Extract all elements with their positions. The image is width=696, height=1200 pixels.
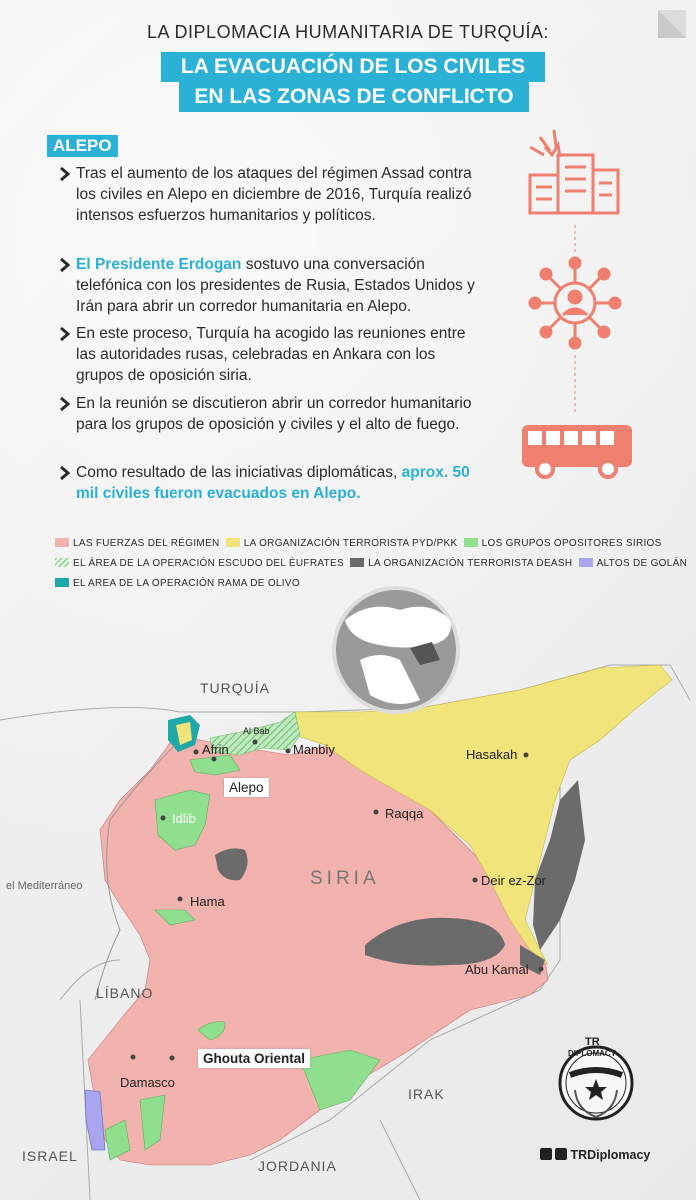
legend-label-opposition: LOS GRUPOS OPOSITORES SIRIOS <box>481 538 662 549</box>
city-idlib: Idlib <box>172 811 196 826</box>
label-siria: SIRIA <box>310 868 380 889</box>
label-libano: LÍBANO <box>96 985 154 1001</box>
network-person-icon <box>530 258 620 348</box>
bus-icon <box>522 425 632 477</box>
bullet-5 <box>58 462 478 504</box>
city-al-bab: Al Bab <box>243 726 270 736</box>
social-handle[interactable] <box>540 1148 650 1162</box>
bullet-3 <box>58 323 478 386</box>
logo-text-top: TR <box>585 1036 600 1048</box>
building-attack-icon <box>530 130 618 213</box>
bullet-2-text: sostuvo una conversación telefónica con los presidentes de Rusia, Estados Unidos y Irán para abrir un corredor humanitaria en Alepo. <box>76 256 475 315</box>
label-mediterraneo: el Mediterráneo <box>6 880 83 892</box>
city-hasakah: Hasakah <box>466 747 518 762</box>
city-abu-kamal: Abu Kamal <box>465 962 529 977</box>
label-jordania: JORDANIA <box>258 1158 337 1174</box>
city-afrin: Afrin <box>202 742 229 757</box>
legend-label-golan: ALTOS DE GOLÁN <box>596 558 688 569</box>
legend-label-euphrates: EL ÁREA DE LA OPERACIÓN ESCUDO DEL ÉUFRATES <box>73 558 344 569</box>
legend-label-pyd: LA ORGANIZACIÓN TERRORISTA PYD/PKK <box>243 538 458 549</box>
city-ghouta-oriental: Ghouta Oriental <box>198 1049 310 1068</box>
header-subtitle: LA DIPLOMACIA HUMANITARIA DE TURQUÍA: <box>147 22 549 42</box>
section-badge-alepo: ALEPO <box>47 135 118 157</box>
bullet-2 <box>58 254 478 317</box>
chevron-right-icon <box>58 257 72 273</box>
bullet-5-highlight: aprox. 50 mil civiles fueron evacuados en Alepo. <box>76 464 470 502</box>
header-title-line1: LA EVACUACIÓN DE LOS CIVILES <box>161 52 545 82</box>
social-handle-text: TRDiplomacy <box>570 1148 651 1162</box>
bullet-3-text: En este proceso, Turquía ha acogido las reuniones entre las autoridades rusas, celebradas en Ankara con los grupos de oposición siria. <box>76 325 466 384</box>
chevron-right-icon <box>58 166 72 182</box>
header-title-line2: EN LAS ZONAS DE CONFLICTO <box>179 82 529 112</box>
bullet-1-text: Tras el aumento de los ataques del régimen Assad contra los civiles en Alepo en diciembre de 2016, Turquía realizó intensos esfuerzos humanitarios y políticos. <box>76 165 472 224</box>
bullet-4-text: En la reunión se discutieron abrir un corredor humanitario para los grupos de oposición y civiles y el alto de fuego. <box>76 395 472 433</box>
bullet-5-text: Como resultado de las iniciativas diplomáticas, <box>76 464 402 481</box>
legend-label-regime: LAS FUERZAS DEL RÉGIMEN <box>73 538 220 549</box>
logo-text-bottom: DIPLOMACY <box>568 1049 616 1058</box>
city-hama: Hama <box>190 894 225 909</box>
legend-label-deash: LA ORGANIZACIÓN TERRORISTA DEASH <box>368 558 573 569</box>
facebook-icon <box>555 1148 567 1160</box>
city-raqqa: Raqqa <box>385 806 424 821</box>
twitter-icon <box>540 1148 552 1160</box>
chevron-right-icon <box>58 396 72 412</box>
chevron-right-icon <box>58 326 72 342</box>
label-irak: IRAK <box>408 1086 445 1102</box>
bullet-1 <box>58 163 478 226</box>
globe-inset <box>334 588 458 712</box>
bullet-2-highlight: El Presidente Erdogan <box>76 256 242 273</box>
city-deir-ez-zor: Deir ez-Zor <box>481 873 547 888</box>
label-turquia: TURQUÍA <box>200 680 270 696</box>
bullet-4 <box>58 393 478 435</box>
city-alepo: Alepo <box>224 778 269 797</box>
icons-column <box>510 125 640 485</box>
city-damasco: Damasco <box>120 1075 175 1090</box>
city-manbiy: Manbiy <box>293 742 335 757</box>
label-israel: ISRAEL <box>22 1148 78 1164</box>
chevron-right-icon <box>58 465 72 481</box>
legend-label-olive-branch: EL AREA DE LA OPERACIÓN RAMA DE OLIVO <box>73 578 300 589</box>
